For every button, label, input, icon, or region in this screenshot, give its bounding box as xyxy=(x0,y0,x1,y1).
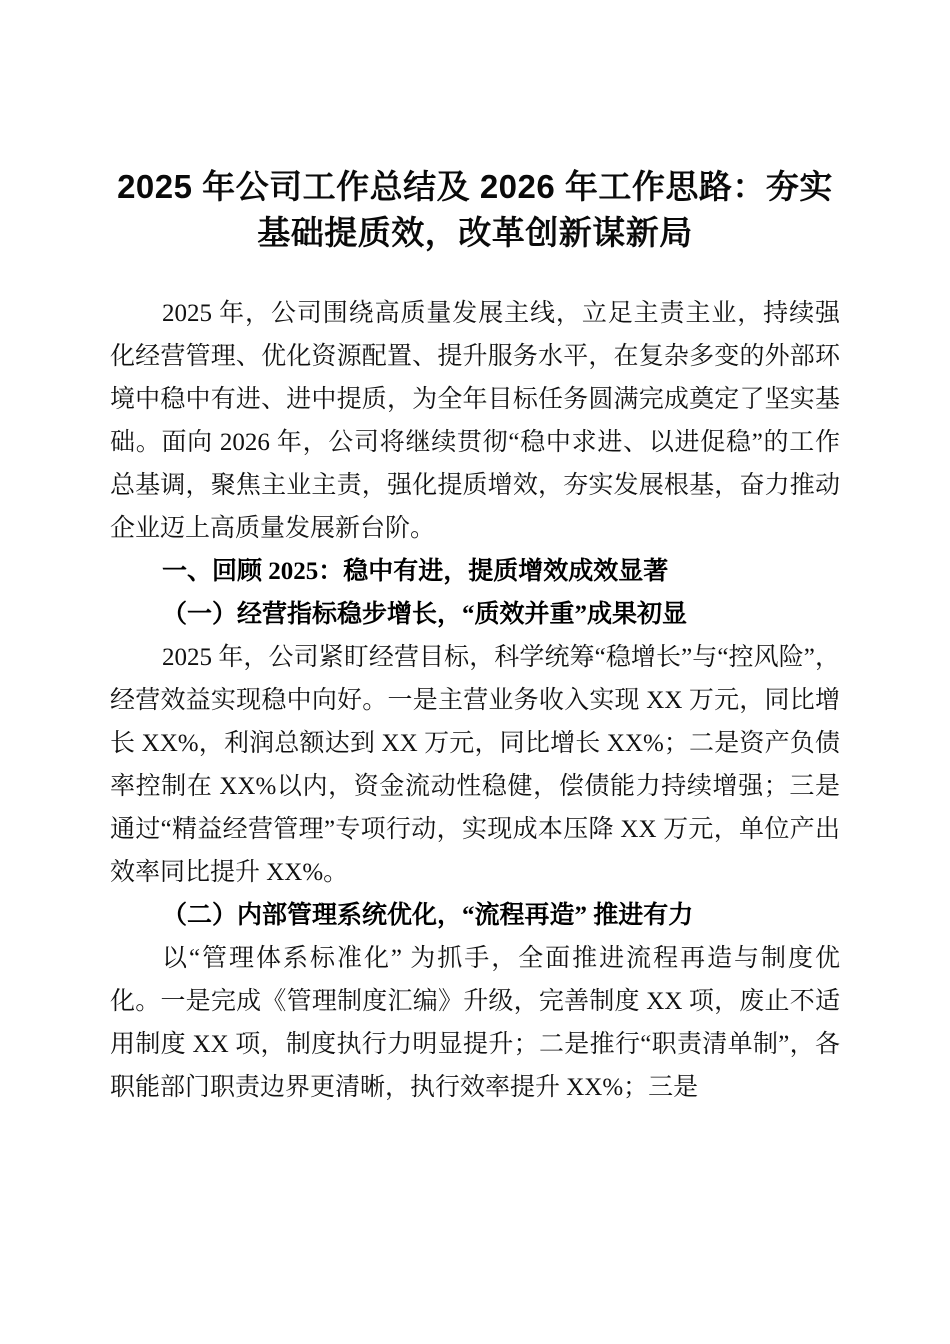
page-title-line-1: 2025 年公司工作总结及 2026 年工作思路：夯 xyxy=(117,168,800,205)
paragraph-section-1-2: 以“管理体系标准化” 为抓手，全面推进流程再造与制度优化。一是完成《管理制度汇编》升级，完善制度 XX 项，废止不适用制度 XX 项，制度执行力明显提升；二是推行“职责清单制”，各职能部门职责边界更清晰，执行效率提升 XX%；三是 xyxy=(110,945,840,1101)
subsection-heading-1-2: （二）内部管理系统优化，“流程再造” 推进有力 xyxy=(162,902,694,929)
subsection-heading-1-1: （一）经营指标稳步增长，“质效并重”成果初显 xyxy=(162,601,688,628)
document-body xyxy=(110,0,840,1109)
page-title-line-2: 实基础提质效，改革创新谋新局 xyxy=(257,168,833,251)
page-title xyxy=(110,0,840,256)
paragraph-section-1-1: 2025 年，公司紧盯经营目标，科学统筹“稳增长”与“控风险”，经营效益实现稳中向好。一是主营业务收入实现 XX 万元，同比增长 XX%，利润总额达到 XX 万元，同比增长 XX%；二是资产负债率控制在 XX%以内，资金流动性稳健，偿债能力持续增强；三是通过“精益经营管理”专项行动，实现成本压降 XX 万元，单位产出效率同比提升 XX%。 xyxy=(110,644,840,886)
paragraph-intro: 2025 年，公司围绕高质量发展主线，立足主责主业，持续强化经营管理、优化资源配置、提升服务水平，在复杂多变的外部环境中稳中有进、进中提质，为全年目标任务圆满完成奠定了坚实基础。面向 2026 年，公司将继续贯彻“稳中求进、以进促稳”的工作总基调，聚焦主业主责，强化提质增效，夯实发展根基，奋力推动企业迈上高质量发展新台阶。 xyxy=(110,300,840,542)
section-heading-1: 一、回顾 2025：稳中有进，提质增效成效显著 xyxy=(162,558,669,585)
